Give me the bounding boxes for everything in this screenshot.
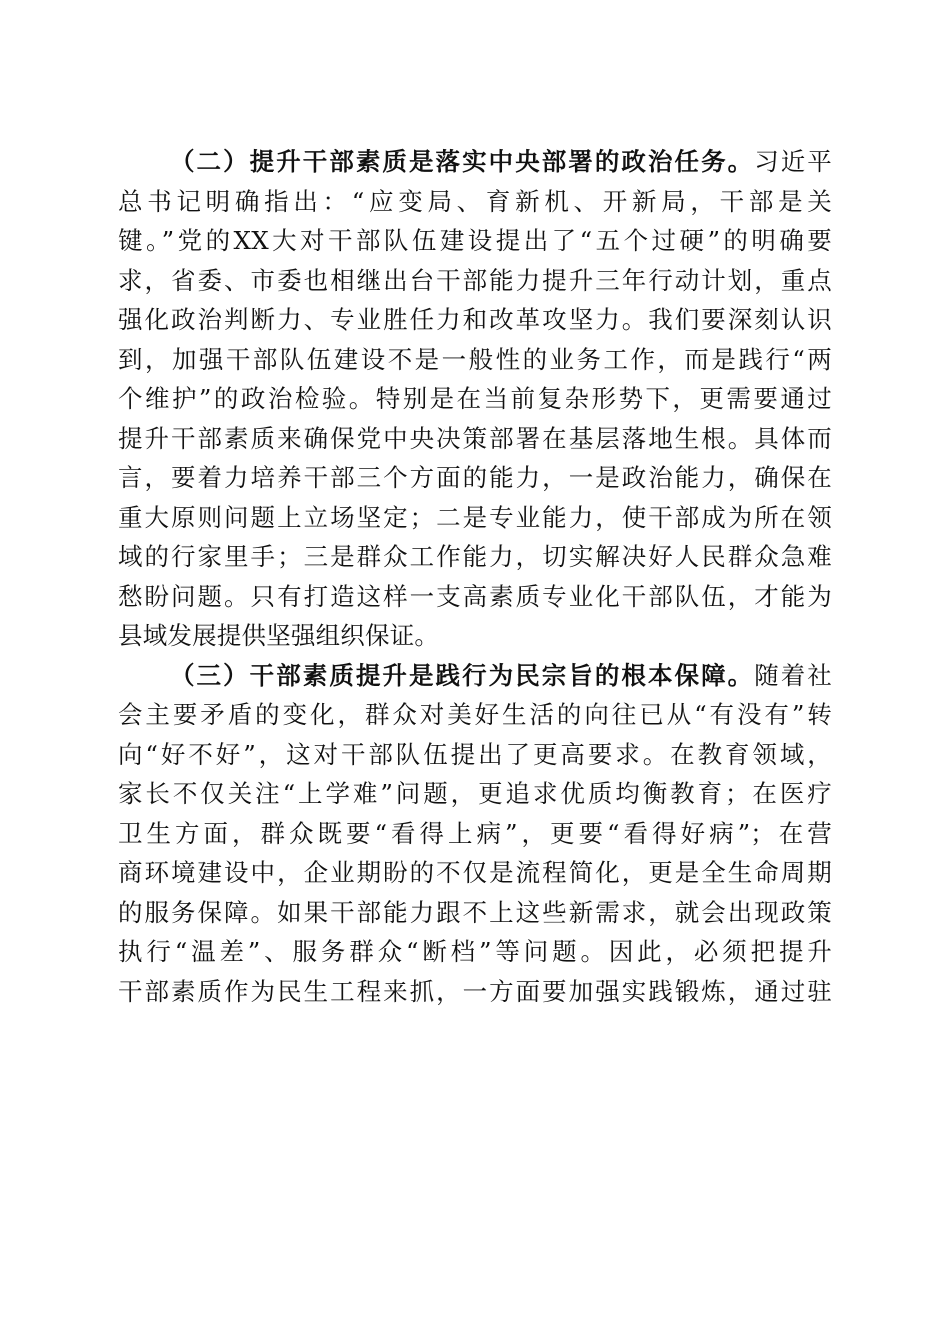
text-line: 个维护”的政治检验。特别是在当前复杂形势下，更需要通过: [118, 384, 832, 413]
paragraph-3-line-1: [118, 656, 832, 696]
paragraph-3-text: 随着社: [754, 660, 832, 690]
text-line: 键。”党的XX大对干部队伍建设提出了“五个过硬”的明确要: [118, 226, 832, 255]
paragraph-3-heading: （三）干部素质提升是践行为民宗旨的根本保障。: [170, 660, 755, 690]
text-line: 重大原则问题上立场坚定；二是专业能力，使干部成为所在领: [118, 502, 832, 532]
text-line: 卫生方面，群众既要“看得上病”，更要“看得好病”；在营: [118, 818, 832, 848]
text-line: 执行“温差”、服务群众“断档”等问题。因此，必须把提升: [118, 937, 832, 966]
paragraph-2-heading: （二）提升干部素质是落实中央部署的政治任务。: [170, 147, 755, 176]
paragraph-2-text: 习近平: [754, 147, 832, 176]
text-line: 强化政治判断力、专业胜任力和改革攻坚力。我们要深刻认识: [118, 305, 832, 334]
text-line: 商环境建设中，企业期盼的不仅是流程简化，更是全生命周期: [118, 858, 832, 887]
text-line: 求，省委、市委也相继出台干部能力提升三年行动计划，重点: [118, 265, 832, 295]
paragraph-2-line-1: [118, 142, 832, 182]
text-line: 到，加强干部队伍建设不是一般性的业务工作，而是践行“两: [118, 344, 832, 374]
text-line: 县域发展提供坚强组织保证。: [118, 621, 440, 650]
text-line: 的服务保障。如果干部能力跟不上这些新需求，就会出现政策: [118, 897, 832, 927]
text-line: 家长不仅关注“上学难”问题，更追求优质均衡教育；在医疗: [118, 779, 832, 808]
text-line: 言，要着力培养干部三个方面的能力，一是政治能力，确保在: [118, 463, 832, 492]
text-line: 干部素质作为民生工程来抓，一方面要加强实践锻炼，通过驻: [118, 976, 832, 1006]
text-line: 提升干部素质来确保党中央决策部署在基层落地生根。具体而: [118, 423, 832, 453]
text-line: 愁盼问题。只有打造这样一支高素质专业化干部队伍，才能为: [118, 581, 832, 611]
text-line: 总书记明确指出：“应变局、育新机、开新局，干部是关: [118, 186, 832, 216]
text-line: 向“好不好”，这对干部队伍提出了更高要求。在教育领域，: [118, 739, 832, 769]
document-body: [118, 142, 832, 1011]
text-line: 会主要矛盾的变化，群众对美好生活的向往已从“有没有”转: [118, 700, 832, 729]
text-line: 域的行家里手；三是群众工作能力，切实解决好人民群众急难: [118, 542, 832, 571]
